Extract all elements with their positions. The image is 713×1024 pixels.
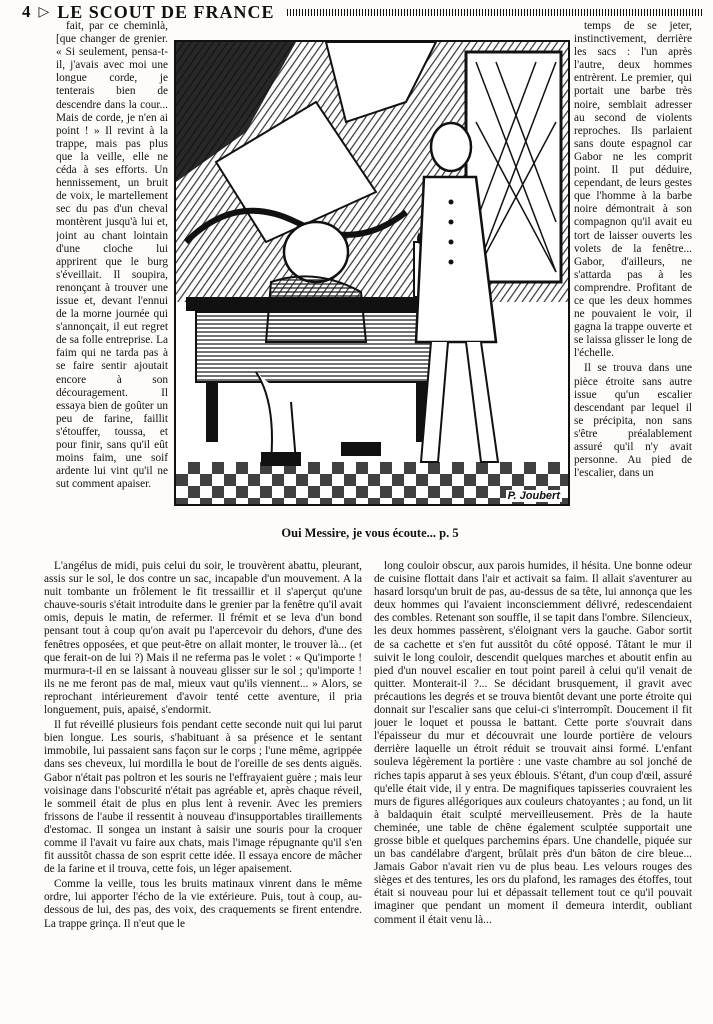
left-paragraph-1: fait, par ce cheminlà, [que changer de grenier. « Si seulement, pensa-t-il, j'avais avec moi une longue corde, je tenterais bien de descendre dans la cour... Mais de corde, je n'en ai point ! » Il revint à la trappe, mais pas plus que la veille, elle ne céda à ses efforts. Un hennissement, un bruit de voix, le martellement sec du pas d'un cheval montèrent jusqu'à lui et, joint au chant lointain d'une cloche lui apprirent que le burg s'éveillait. Il soupira, renonçant à trouver une issue et, devant l'ennui de la morne journée qui s'annonçait, il eut regret de sa folle entreprise. La faim qui ne tarda pas à se faire sentir ajoutait encore à son découragement. Il essaya bien de goûter un peu de farine, faillit s'étouffer, toussa, et pour finir, sans qu'il eût moins faim, une soif ardente lui vint qu'il ne sut comment apaiser. <box>56 20 168 491</box>
bottom-right-paragraph-1: long couloir obscur, aux parois humides, il hésita. Une bonne odeur de cuisine flottait dans l'air et activait sa faim. Il allait s'aventurer au hasard lorsqu'un bruit de pas, au-dessus de sa tête, lui annonça que les deux hommes qui l'avaient inconsciemment délivré, redescendaient des combles. Retenant son souffle, il se tapit dans l'ombre. Silencieux, les deux hommes passèrent, s'éloignant vers la gauche. Gabor sortit de sa cachette et s'en fut aussitôt du côté opposé. Tâtant le mur il suivit le long couloir, descendit quelques marches et aboutit enfin au pied d'un nouvel escalier en tout point pareil à celui qu'il venait de quitter. Monterait-il ?... Se décidant brusquement, il gravit avec précautions les degrés et se trouva bientôt devant une porte étroite qui donnait sur l'escalier sans que celui-ci s'interrompît. Doucement il fit jouer le loquet et poussa le battant. Cette porte s'ouvrait dans l'épaisseur du mur et découvrait une lourde portière de velours derrière laquelle un étroit réduit se trouvait ainsi formé. L'enfant souleva légèrement la portière : une vaste chambre au sol jonché de riches tapis apparut à ses yeux éblouis. S'étant, d'un coup d'œil, assuré qu'elle était vide, il y entra. De magnifiques tapisseries couvraient les murs de figures allégoriques aux couleurs chatoyantes ; au fond, un lit à baldaquin était sculpté merveilleusement. Près de la haute cheminée, une table de chêne également sculptée supportait une grosse bible et quelques parchemins épars. Une chandelle, piquée sur un bas candélabre d'argent, brûlait près d'un bâton de cire bleue... Jamais Gabor n'avait rien vu de plus beau. Les velours rouges des sièges et des tentures, les ors du plafond, les ramages des étoffes, tout était si nouveau pour lui et dépassait tellement tout ce qu'il pouvait imaginer que pendant un moment il demeura interdit, oubliant comment il était venu là... <box>374 560 692 926</box>
bottom-left-paragraph-1: L'angélus de midi, puis celui du soir, le trouvèrent abattu, pleurant, assis sur le sol, le dos contre un sac, incapable d'un mouvement. A la nuit tombante un frôlement le fit tressaillir et il s'aperçut qu'une chauve-souris s'était introduite dans le grenier par la fenêtre qu'il avait omis, depuis le matin, de refermer. Il frémit et se leva d'un bond pensant tout à coup qu'on avait pu l'apercevoir du dehors, d'une des fenêtres opposées, et que peut-être on allait monter, le trouver là... (et que ferait-on de lui ?) Mais il ne referma pas le volet : « Qu'importe ! murmura-t-il en se laissant à nouveau glisser sur le sol ; qu'importe ! ils ne me feront pas de mal, mieux vaut qu'ils viennent... » Alors, se reprochant intérieurement d'avoir tenté cette aventure, il pria longuement, puis, apaisé, s'endormit. <box>44 560 362 717</box>
right-column <box>574 20 692 568</box>
illustration-drawing <box>176 42 568 504</box>
bottom-left-paragraph-2: Il fut réveillé plusieurs fois pendant cette seconde nuit qui lui parut bien longue. Les souris, s'habituant à sa présence et le sentant immobile, lui passaient sans façon sur le corps ; l'une même, agrippée dans ses cheveux, lui mordilla le bout de l'oreille de ses dents aiguës. Gabor n'était pas poltron et les souris ne l'effrayaient guère ; mais leur voisinage dans l'obscurité n'était pas agréable et, après chaque réveil, le sommeil était de plus en plus lent à revenir. Avec les premiers frissons de l'aube il ressentit à nouveau d'insupportables tiraillements d'estomac. Il songea un instant à saisir une souris pour la croquer comme il l'avait vu faire aux chats, mais l'image répugnante qu'il s'en fit aussitôt chassa de son esprit cette idée. Il essaya encore de mâcher de la farine et il trouva, cette fois, un léger apaisement. <box>44 719 362 876</box>
page-header <box>22 2 702 22</box>
right-paragraph-1: temps de se jeter, instinctivement, derrière les sacs : l'un après l'autre, deux hommes entrèrent. Le premier, qui portait une barbe très noire, semblait adresser au second de violents reproches. Ils parlaient sans doute espagnol car Gabor ne les comprit point. Il put déduire, cependant, de leurs gestes que l'homme à la barbe noire démontrait à son compagnon qu'il avait eu tort de laisser ouverts les volets de la fenêtre... Gabor, d'ailleurs, ne s'attarda pas à les comprendre. Profitant de ce que les deux hommes ne pouvaient le voir, il gagna la trappe ouverte et se laissa glisser le long de l'échelle. <box>574 20 692 360</box>
triangle-icon: ▷ <box>38 4 50 20</box>
right-paragraph-2: Il se trouva dans une pièce étroite sans autre issue qu'un escalier descendant par lequel il se précipita, non sans s'être préalablement assuré qu'il n'y avait personne. Au pied de l'escalier, dans un <box>574 362 692 480</box>
header-rule <box>287 9 703 16</box>
bottom-left-column <box>44 560 362 1015</box>
illustration-caption: Oui Messire, je vous écoute... p. 5 <box>281 526 459 540</box>
journal-title: LE SCOUT DE FRANCE <box>57 1 275 22</box>
illustration <box>174 40 570 506</box>
bottom-right-column <box>374 560 692 1015</box>
left-column <box>56 20 168 568</box>
illustration-signature: P. Joubert <box>507 490 560 502</box>
bottom-left-paragraph-3: Comme la veille, tous les bruits matinaux vinrent dans le même ordre, lui apporter l'écho de la vie extérieure. Puis, tout à coup, au-dessous de lui, des pas, des voix, des craquements se firent entendre. La trappe grinça. Il n'eut que le <box>44 878 362 930</box>
page-number: 4 <box>22 2 31 21</box>
